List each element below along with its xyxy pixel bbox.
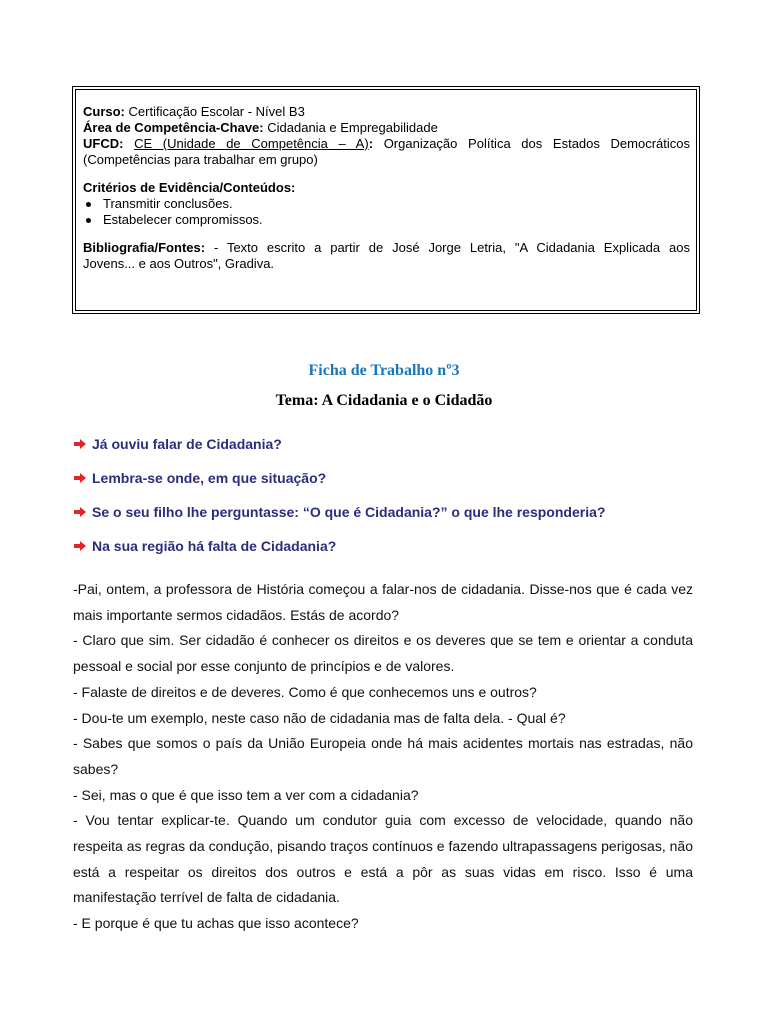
dialogue-paragraph: - Dou-te um exemplo, neste caso não de cidadania mas de falta dela. - Qual é? <box>73 709 566 726</box>
area-value: Cidadania e Empregabilidade <box>267 120 438 135</box>
theme-title: Tema: A Cidadania e o Cidadão <box>275 392 493 409</box>
course-info-box <box>72 86 700 314</box>
ufcd-line-1 <box>83 136 690 152</box>
curso-label: Curso: <box>83 104 125 119</box>
dialogue-paragraph: - E porque é que tu achas que isso acontece? <box>73 915 359 932</box>
red-arrow-icon <box>74 439 86 449</box>
area-row <box>83 120 690 136</box>
criterios-list <box>83 196 690 228</box>
ufcd-label: UFCD: <box>83 136 124 151</box>
area-label: Área de Competência-Chave: <box>83 120 264 135</box>
red-arrow-icon <box>74 507 86 517</box>
criterios-item: Transmitir conclusões. <box>83 196 690 212</box>
dialogue-paragraph: - Claro que sim. Ser cidadão é conhecer os direitos e os deveres que se tem e orientar a conduta pessoal e social por esse conjunto de princípios e de valores. <box>73 632 693 675</box>
dialogue-paragraph: - Falaste de direitos e de deveres. Como é que conhecemos uns e outros? <box>73 683 537 700</box>
question-item <box>74 468 714 488</box>
ufcd-row <box>83 136 690 168</box>
curso-row <box>83 104 690 120</box>
ufcd-value-line1: Organização Política dos Estados Democráticos <box>383 136 690 151</box>
bibliografia-row <box>83 240 690 272</box>
criterios-row <box>83 180 690 228</box>
bibliografia-line-1 <box>83 240 690 256</box>
bibliografia-value-line2: Jovens... e aos Outros", Gradiva. <box>83 256 275 271</box>
dialogue-paragraph: -Pai, ontem, a professora de História começou a falar-nos de cidadania. Disse-nos que é cada vez mais importante sermos cidadãos. Estás de acordo? <box>73 581 693 623</box>
red-arrow-icon <box>74 541 86 551</box>
ufcd-unit-link: CE (Unidade de Competência – A) <box>134 136 369 151</box>
question-list <box>74 434 714 570</box>
dialogue-paragraph: - Sabes que somos o país da União Europeia onde há mais acidentes mortais nas estradas, não sabes? <box>73 735 693 777</box>
question-text: Lembra-se onde, em que situação? <box>92 470 327 486</box>
dialogue-paragraph: - Sei, mas o que é que isso tem a ver com a cidadania? <box>73 786 419 803</box>
question-item <box>74 434 714 454</box>
course-info-inner <box>75 89 697 311</box>
dialogue-paragraph: - Vou tentar explicar-te. Quando um condutor guia com excesso de velocidade, quando não respeita as regras da condução, pisando traços contínuos e fazendo ultrapassagens perigosas, não está a respeitar os direitos dos outros e está a pôr as suas vidas em risco. Isso é uma manifestação terrível de falta de cidadania. <box>73 812 693 906</box>
ufcd-colon: : <box>368 136 374 151</box>
criterios-label: Critérios de Evidência/Conteúdos: <box>83 180 296 195</box>
worksheet-title: Ficha de Trabalho nº3 <box>308 362 460 379</box>
question-item <box>74 536 714 556</box>
question-text: Se o seu filho lhe perguntasse: “O que é Cidadania?” o que lhe responderia? <box>92 504 606 520</box>
criterios-item: Estabelecer compromissos. <box>83 212 690 228</box>
bibliografia-label: Bibliografia/Fontes: <box>83 240 206 255</box>
curso-value: Certificação Escolar - Nível B3 <box>128 104 305 119</box>
question-item <box>74 502 714 522</box>
red-arrow-icon <box>74 473 86 483</box>
bibliografia-value-line1: - Texto escrito a partir de José Jorge Letria, "A Cidadania Explicada aos <box>213 240 690 255</box>
ufcd-value-line2: (Competências para trabalhar em grupo) <box>83 152 318 167</box>
dialogue-text <box>73 577 693 937</box>
question-text: Já ouviu falar de Cidadania? <box>92 436 282 452</box>
question-text: Na sua região há falta de Cidadania? <box>92 538 337 554</box>
